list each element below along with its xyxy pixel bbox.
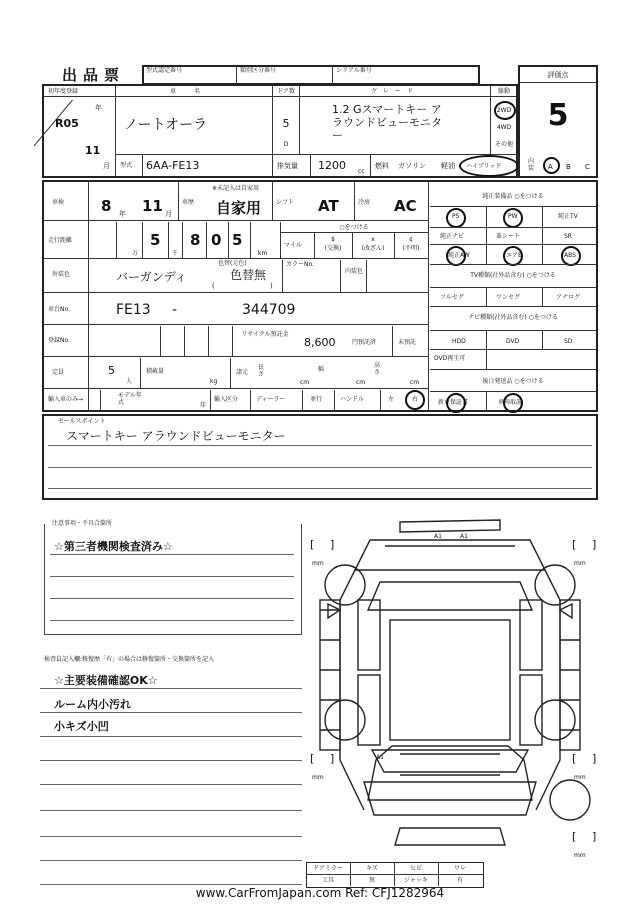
inspector-line3: 小キズ小凹 xyxy=(54,720,109,733)
mileage-tampered: (改ざん) xyxy=(361,245,385,252)
notes-line1: ☆第三者機関検査済み☆ xyxy=(54,540,173,553)
chassis-prefix: FE13 xyxy=(116,302,151,318)
capacity-unit: 人 xyxy=(126,378,133,385)
right-rear-door xyxy=(520,675,542,745)
legend-door-mirror: ドアミラー xyxy=(313,865,343,872)
dim-width-cm: cm xyxy=(356,379,366,386)
legend-tool: 工具 xyxy=(321,877,334,884)
hood xyxy=(355,540,545,570)
bracket-br-open: [ xyxy=(572,752,577,765)
bracket-spare-close: ] xyxy=(592,830,597,843)
fuel-gas: ガソリン xyxy=(398,162,426,170)
mileage-ju: 5 xyxy=(232,231,243,249)
equip-ps: PS xyxy=(452,213,460,220)
legend-tool-value: 無 xyxy=(368,877,375,884)
handle-left: 左 xyxy=(388,396,395,403)
color-value: バーガンディ xyxy=(116,270,187,284)
registration-label: 登録No. xyxy=(48,337,70,344)
tv-fullseg: フルセグ xyxy=(440,294,464,301)
fuel-label: 燃料 xyxy=(375,162,389,170)
bracket-tl-open: [ xyxy=(310,538,315,551)
genuine-title: 純正装備品 ○をつける xyxy=(482,193,544,200)
grade-line1: 1.2 Gスマートキー ア xyxy=(332,103,442,116)
equip-aw: 純正AW xyxy=(448,252,470,259)
bracket-spare-open: [ xyxy=(572,830,577,843)
mm-bl: mm xyxy=(312,774,324,781)
navi-title: ナビ種類(社外品含む) ○をつける xyxy=(468,314,558,321)
handle-label: ハンドル xyxy=(340,396,365,403)
spare-wheel xyxy=(550,780,590,820)
doors-value: 5 xyxy=(282,117,290,130)
left-rear-door xyxy=(358,675,380,745)
equip-airbag-circle xyxy=(503,246,523,266)
navi-dvd: DVD xyxy=(506,338,520,345)
tv-analog: アナログ xyxy=(556,294,581,301)
recycle-status: 円預託済 xyxy=(352,339,377,346)
notes-label: 注意事項・不具合箇所 xyxy=(52,520,113,527)
equip-tv: 純正TV xyxy=(558,213,578,220)
navi-sd: SD xyxy=(564,338,573,345)
drive-2wd-circle xyxy=(494,101,516,120)
drive-label: 駆動 xyxy=(497,88,510,95)
equip-airbag: エアB xyxy=(506,252,523,259)
inspector-line2: ルーム内小汚れ xyxy=(54,698,131,711)
shift-value: AT xyxy=(318,197,339,215)
type-cert-label: 型式認定番号 xyxy=(146,67,183,74)
ac-value: AC xyxy=(394,197,417,215)
equip-leather: 革シート xyxy=(496,233,521,240)
front-bumper xyxy=(400,520,500,532)
year-unit: 年 xyxy=(95,104,102,112)
score-label: 評価点 xyxy=(547,71,569,79)
drive-4wd: 4WD xyxy=(496,124,512,131)
interior-label: 内装 xyxy=(528,158,535,172)
chassis-dash: - xyxy=(172,302,178,318)
form-title: 出品票 xyxy=(62,66,126,84)
mileage-man-unit: 万 xyxy=(132,250,139,257)
usage-label: 車歴 xyxy=(182,199,195,206)
inspection-year: 8 xyxy=(101,197,112,215)
mileage-swapped: (交換) xyxy=(324,245,342,252)
docs-warranty: 新車保証書 xyxy=(438,399,469,406)
damage-a1-front-1: A1 xyxy=(434,533,442,540)
equip-abs: ABS xyxy=(564,252,576,259)
rear-glass xyxy=(372,750,528,772)
doors-label: ドア数 xyxy=(277,88,295,95)
interior-color-label: 内装色 xyxy=(345,268,364,275)
import-label: 輸入車のみ→ xyxy=(48,396,84,403)
wheel-rear-right xyxy=(535,700,575,740)
damage-a1-front-2: A1 xyxy=(460,533,468,540)
mileage-unknown: (不明) xyxy=(402,245,420,252)
score-value: 5 xyxy=(547,98,569,133)
dim-height-cm: cm xyxy=(410,379,420,386)
mm-tl: mm xyxy=(312,560,324,567)
handle-right-circle xyxy=(405,390,425,410)
wheel-front-left xyxy=(325,565,365,605)
mileage-swapped-sym: $ xyxy=(331,236,335,243)
mileage-label: 走行距離 xyxy=(48,237,73,244)
tv-title: TV種類(社外品含む) ○をつける xyxy=(470,272,556,279)
legend-crack: ヒビ xyxy=(409,865,422,872)
bracket-tl-close: ] xyxy=(330,538,335,551)
dims-label: 諸元 xyxy=(236,369,249,376)
roof xyxy=(390,620,510,740)
handle-right: 右 xyxy=(412,396,419,403)
inspection-label: 車検 xyxy=(52,199,65,206)
chassis-number: 344709 xyxy=(242,302,296,318)
bracket-br-close: ] xyxy=(592,752,597,765)
left-body xyxy=(340,570,364,810)
doors-unit: D xyxy=(283,141,289,148)
bracket-tr-open: [ xyxy=(572,538,577,551)
car-name-label: 車名 xyxy=(169,88,218,95)
equip-pw: PW xyxy=(508,213,518,220)
interior-b: B xyxy=(566,163,571,171)
capacity-label: 定員 xyxy=(52,369,65,376)
mileage-man: 5 xyxy=(150,231,161,249)
first-reg-era: R05 xyxy=(55,117,79,130)
shift-label: シフト xyxy=(276,199,295,206)
grade-line2: ラウンドビューモニタ xyxy=(332,116,442,129)
mm-spare: mm xyxy=(574,852,586,859)
docs-warranty-circle xyxy=(446,393,466,413)
navi-dvd-player: DVD再生可 xyxy=(434,355,466,362)
class-label: 類別区分番号 xyxy=(240,67,277,74)
car-diagram xyxy=(300,510,610,890)
capacity-value: 5 xyxy=(108,364,115,377)
disp-label: 排気量 xyxy=(277,162,298,170)
load-unit: kg xyxy=(210,378,218,385)
grade-header: グレード xyxy=(370,88,419,95)
usage-value: 自家用 xyxy=(216,199,262,217)
docs-title: 後日発送品 ○をつける xyxy=(482,378,544,385)
inspector-label: 検査員記入欄:修復歴「有」の場合は修復箇所・交換箇所を記入 xyxy=(44,656,215,663)
month-unit: 月 xyxy=(103,162,110,170)
color-no-label: カラーNo. xyxy=(286,261,314,268)
navi-hdd: HDD xyxy=(452,338,466,345)
legend-jack: ジャッキ xyxy=(404,877,428,884)
dim-length-cm: cm xyxy=(300,379,310,386)
first-reg-label: 初年度登録 xyxy=(48,88,79,95)
rear-bumper xyxy=(395,828,505,845)
interior-c: C xyxy=(585,163,590,171)
car-name: ノートオーラ xyxy=(124,117,208,133)
model-value: 6AA-FE13 xyxy=(146,159,200,172)
mileage-hyaku: 0 xyxy=(211,231,222,249)
recycle-label: リサイクル預託金 xyxy=(241,331,289,338)
ac-label: 冷房 xyxy=(358,199,371,206)
right-doors xyxy=(560,600,580,750)
left-doors xyxy=(320,600,340,750)
mileage-sen-unit: 千 xyxy=(172,250,179,257)
import-year-unit: 年 xyxy=(200,402,207,409)
sales-text: スマートキー アラウンドビューモニター xyxy=(66,429,286,443)
mileage-circle-note: ○をつける xyxy=(339,224,369,231)
color-label: 外装色 xyxy=(52,271,71,278)
repaint-value: 色替無 xyxy=(230,268,267,282)
inspection-month: 11 xyxy=(142,197,163,215)
model-label: 型式 xyxy=(120,162,133,169)
equip-navi: 純正ナビ xyxy=(440,233,465,240)
wheel-rear-left xyxy=(325,700,365,740)
disp-unit: cc xyxy=(358,168,365,175)
bracket-bl-close: ] xyxy=(330,752,335,765)
load-label: 積載量 xyxy=(146,368,165,375)
mileage-tampered-sym: x xyxy=(371,236,375,243)
interior-a-circle xyxy=(543,157,560,174)
model-year-label: モデル年式 xyxy=(118,392,142,406)
mm-tr: mm xyxy=(574,560,586,567)
wheel-front-right xyxy=(535,565,575,605)
inspection-month-unit: 月 xyxy=(165,210,172,218)
equip-aw-circle xyxy=(446,246,466,266)
legend-dent: ワレ xyxy=(453,865,466,872)
equip-pw-circle xyxy=(503,208,523,228)
mileage-unit: km xyxy=(258,250,268,257)
import-category-label: 輸入区分 xyxy=(214,396,239,403)
mileage-sen: 8 xyxy=(190,231,201,249)
mileage-mile: マイル xyxy=(284,242,302,249)
id-number-box xyxy=(142,65,480,85)
docs-manual-circle xyxy=(503,393,523,413)
tv-oneseg: ワンセグ xyxy=(496,294,521,301)
fuel-hybrid-circle xyxy=(459,155,519,177)
import-parallel: 並行 xyxy=(310,396,323,403)
equip-abs-circle xyxy=(561,246,581,266)
drive-other: その他 xyxy=(494,141,513,148)
repaint-label: 色替(元色) xyxy=(218,260,247,267)
mileage-unknown-sym: ¢ xyxy=(409,236,413,243)
footer-reference: www.CarFromJapan.com Ref: CFJ1282964 xyxy=(195,886,445,900)
trunk xyxy=(364,782,536,815)
drive-2wd: 2WD xyxy=(496,107,512,114)
recycle-value: 8,600 xyxy=(304,336,336,349)
fuel-hybrid: ハイブリッド xyxy=(466,163,502,170)
import-dealer: ディーラー xyxy=(256,396,286,403)
windshield xyxy=(368,582,532,610)
dim-width: 幅 xyxy=(318,366,325,373)
inspection-year-unit: 年 xyxy=(119,210,126,218)
sales-label: セールスポイント xyxy=(58,418,106,425)
bracket-tr-close: ] xyxy=(592,538,597,551)
docs-manual: 車両取説 xyxy=(498,399,523,406)
paren-open: ( xyxy=(212,282,215,290)
bracket-bl-open: [ xyxy=(310,752,315,765)
dim-length: 長さ xyxy=(258,364,265,378)
mm-br: mm xyxy=(574,774,586,781)
paren-close: ) xyxy=(270,282,273,290)
chassis-label: 車台No. xyxy=(48,306,70,313)
not-deposited: 未預託 xyxy=(398,339,417,346)
usage-note: ※未記入は自家用 xyxy=(212,185,260,192)
grade-line3: ー xyxy=(332,129,343,142)
first-reg-month: 11 xyxy=(85,144,101,157)
inspector-line1: ☆主要装備確認OK☆ xyxy=(54,674,158,687)
legend-scratch: キズ xyxy=(366,865,378,872)
damage-a1-side: A1 xyxy=(376,754,384,761)
disp-value: 1200 xyxy=(318,159,346,172)
serial-label: シリアル番号 xyxy=(336,67,372,74)
equip-sr: SR xyxy=(564,233,572,240)
equip-ps-circle xyxy=(446,208,466,228)
interior-a: A xyxy=(548,163,553,171)
right-body xyxy=(536,570,560,810)
dim-height: 高さ xyxy=(374,362,381,376)
fuel-diesel: 軽油 xyxy=(441,162,455,170)
legend-jack-value: 有 xyxy=(456,877,463,884)
